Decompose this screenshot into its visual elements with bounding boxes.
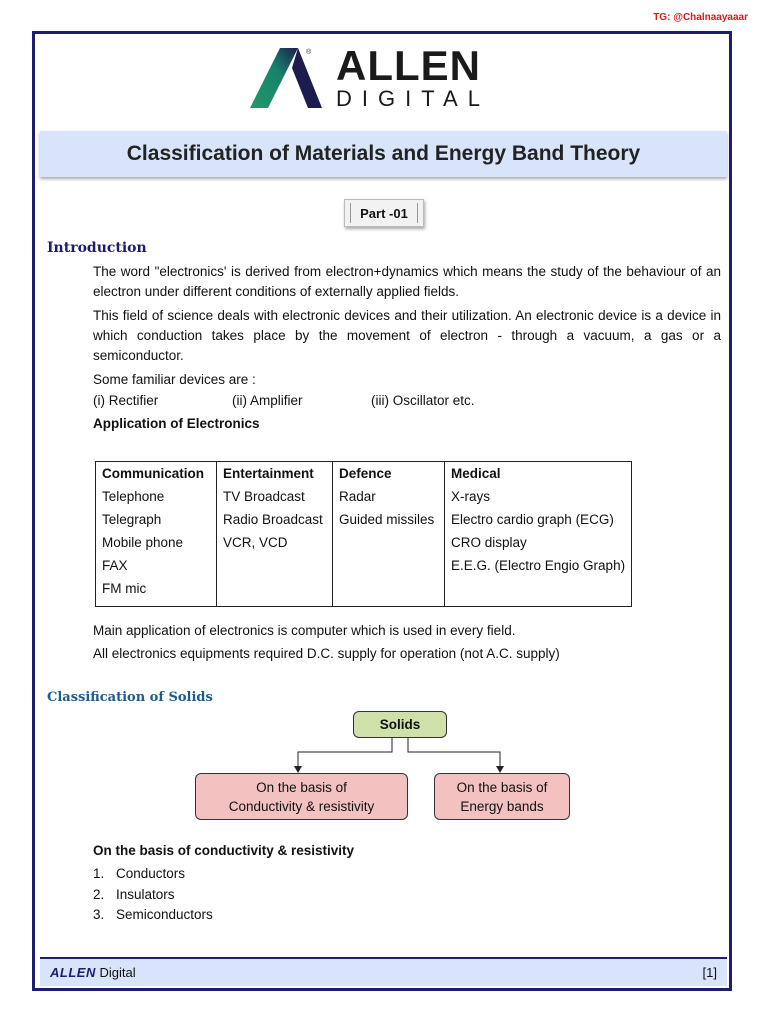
solids-type-list xyxy=(93,864,213,926)
list-item: 3. Semiconductors xyxy=(93,907,213,922)
node-text: On the basis of xyxy=(256,779,347,795)
table-cell: Telephone xyxy=(96,485,217,508)
conductivity-subheading: On the basis of conductivity & resistivity xyxy=(93,843,355,858)
table-cell: Mobile phone xyxy=(96,531,217,554)
section-heading-classification: Classification of Solids xyxy=(47,690,213,705)
page-footer xyxy=(40,957,727,986)
logo-subtitle: DIGITAL xyxy=(336,86,490,111)
table-cell: FM mic xyxy=(96,577,217,607)
table-cell: Radio Broadcast xyxy=(217,508,333,531)
part-label: Part -01 xyxy=(344,199,424,227)
device-item: (iii) Oscillator etc. xyxy=(371,393,475,408)
logo-wordmark: ALLEN xyxy=(336,42,481,89)
table-cell: Guided missiles xyxy=(333,508,445,531)
solids-node: Solids xyxy=(353,711,447,738)
applications-note-2: All electronics equipments required D.C. supply for operation (not A.C. supply) xyxy=(93,646,560,661)
table-cell: TV Broadcast xyxy=(217,485,333,508)
telegram-handle: TG: @Chalnaayaaar xyxy=(653,12,748,23)
energy-bands-node xyxy=(434,773,570,820)
table-cell: CRO display xyxy=(445,531,632,554)
conductivity-node xyxy=(195,773,408,820)
column-header: Communication xyxy=(96,462,217,486)
node-text: Energy bands xyxy=(460,798,544,814)
svg-text:®: ® xyxy=(306,49,312,56)
table-cell: Radar xyxy=(333,485,445,508)
table-cell: E.E.G. (Electro Engio Graph) xyxy=(445,554,632,577)
intro-paragraph-1: The word "electronics' is derived from electron+dynamics which means the study of the behaviour of an electron under different conditions of externally applied fields. xyxy=(93,264,721,299)
page-title: Classification of Materials and Energy Band Theory xyxy=(126,142,641,165)
table-cell: Electro cardio graph (ECG) xyxy=(445,508,632,531)
table-cell: FAX xyxy=(96,554,217,577)
list-item: 1. Conductors xyxy=(93,866,186,881)
footer-brand-rest: Digital xyxy=(95,965,136,980)
device-item: (i) Rectifier xyxy=(93,393,159,408)
footer-brand xyxy=(50,965,136,980)
list-item: 2. Insulators xyxy=(93,886,175,902)
applications-note-1: Main application of electronics is computer which is used in every field. xyxy=(93,623,516,638)
applications-heading: Application of Electronics xyxy=(93,416,260,431)
section-heading-introduction: Introduction xyxy=(47,240,147,256)
column-header: Medical xyxy=(445,462,632,486)
column-header: Defence xyxy=(333,462,445,486)
intro-paragraph-2: This field of science deals with electronic devices and their utilization. An electronic device is a device in which conduction takes place by the movement of electron - through a vacuum, a gas or a semiconductor. xyxy=(93,308,721,363)
column-header: Entertainment xyxy=(217,462,333,486)
table-cell: X-rays xyxy=(445,485,632,508)
table-cell: Telegraph xyxy=(96,508,217,531)
table-cell: VCR, VCD xyxy=(217,531,333,554)
page-number: [1] xyxy=(702,965,717,980)
node-text: On the basis of xyxy=(456,779,548,795)
intro-paragraph-3: Some familiar devices are : xyxy=(93,372,256,387)
device-item: (ii) Amplifier xyxy=(232,393,303,408)
node-text: Conductivity & resistivity xyxy=(228,798,375,814)
footer-brand-bold: ALLEN xyxy=(50,965,96,980)
